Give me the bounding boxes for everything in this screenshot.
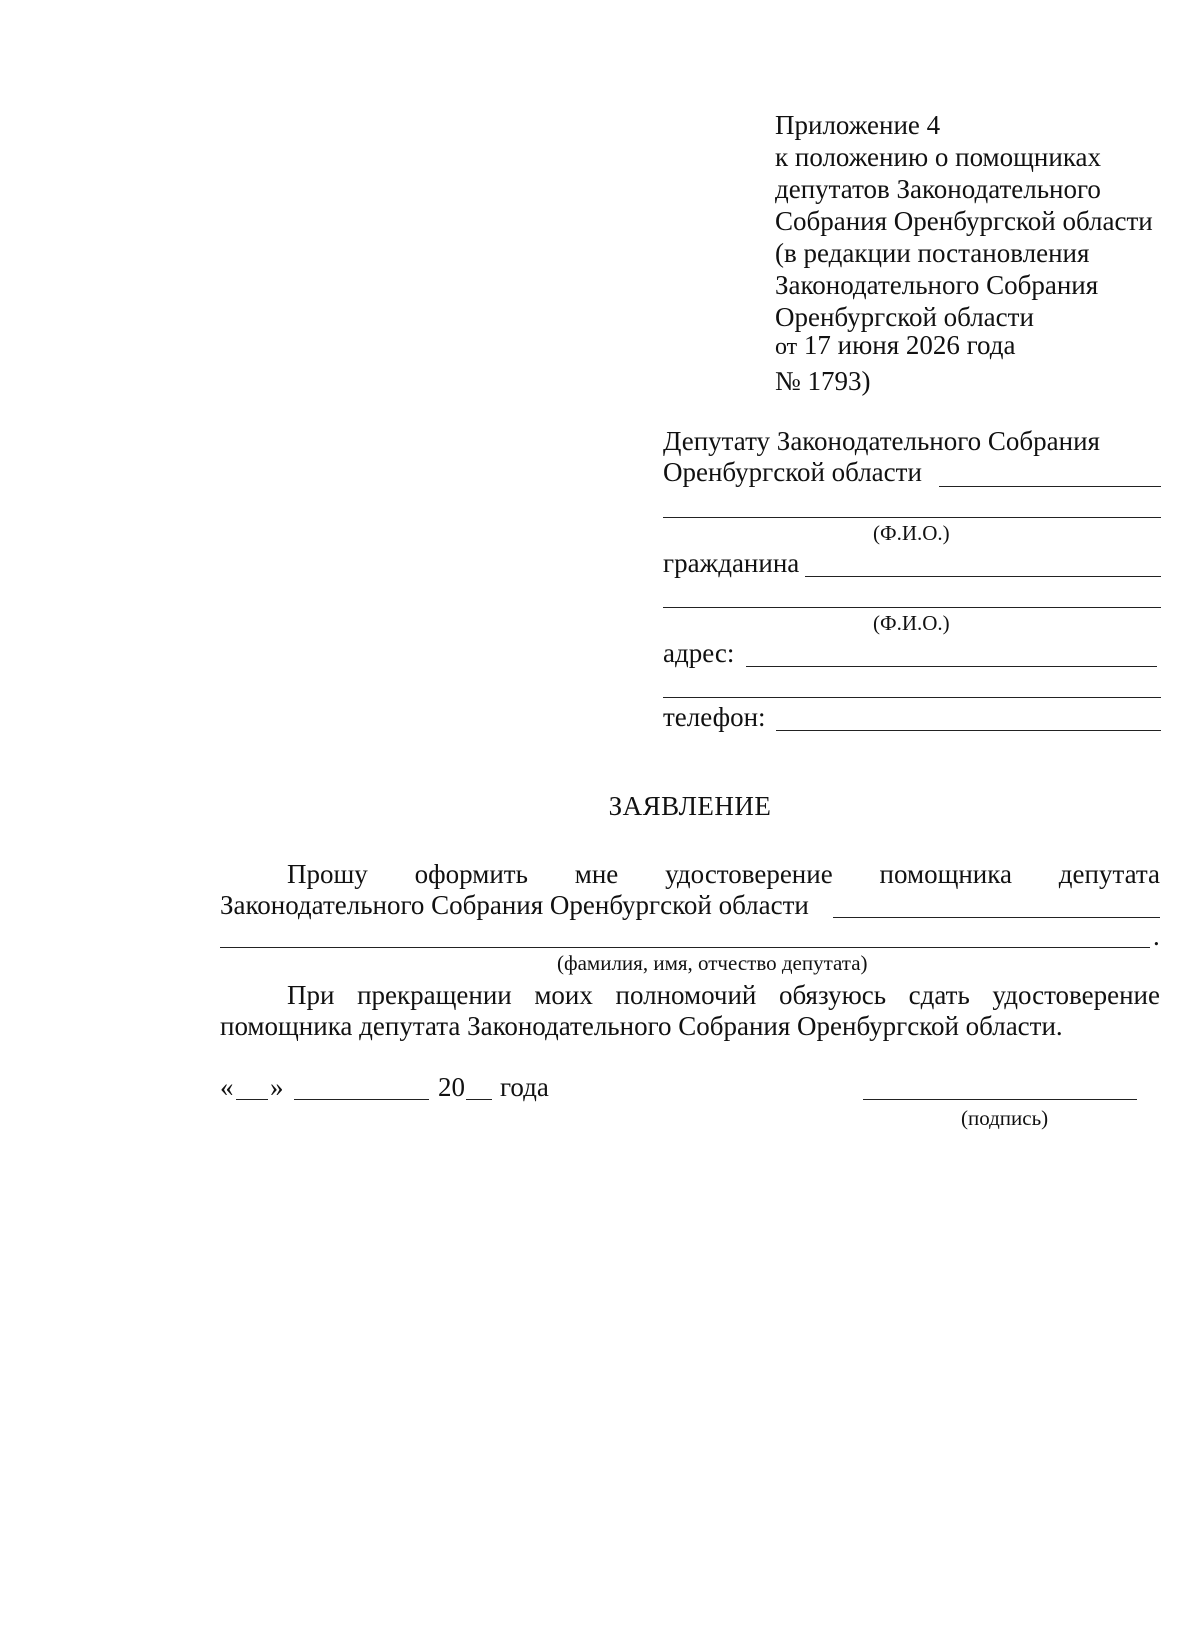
address-field-2[interactable] <box>663 697 1161 698</box>
number-value: 1793) <box>807 366 871 396</box>
address-field[interactable] <box>746 666 1157 667</box>
appendix-line: Оренбургской области <box>775 302 1034 332</box>
signature-field[interactable] <box>863 1099 1137 1100</box>
paragraph-2-line-2: помощника депутата Законодательного Собрания Оренбургской области. <box>220 1011 1063 1041</box>
date-value: 17 июня 2026 года <box>803 330 1016 360</box>
paragraph-1-line-1: Прошу оформить мне удостоверение помощника депутата <box>287 859 1160 889</box>
paragraph-1-end: . <box>1153 921 1160 951</box>
phone-field[interactable] <box>776 730 1161 731</box>
appendix-date-line <box>775 329 1175 363</box>
citizen-name-field[interactable] <box>805 576 1161 577</box>
deputy-name-field-2[interactable] <box>663 517 1161 518</box>
appendix-line: Законодательного Собрания <box>775 270 1099 300</box>
date-month-field[interactable] <box>294 1099 429 1100</box>
fio-caption-1: (Ф.И.О.) <box>873 521 950 545</box>
date-day-field[interactable] <box>236 1099 268 1100</box>
date-open-quote: « <box>220 1072 234 1102</box>
addressee-line-2: Оренбургской области <box>663 457 922 487</box>
fio-caption-2: (Ф.И.О.) <box>873 611 950 635</box>
appendix-line: Собрания Оренбургской области <box>775 206 1153 236</box>
date-close-quote: » <box>270 1072 284 1102</box>
citizen-label: гражданина <box>663 548 800 578</box>
appendix-number-line <box>775 365 1175 397</box>
address-label: адрес: <box>663 638 735 668</box>
citizen-name-field-2[interactable] <box>663 607 1161 608</box>
appendix-title: Приложение 4 <box>775 110 941 140</box>
signature-caption: (подпись) <box>961 1106 1049 1130</box>
phone-label: телефон: <box>663 702 766 732</box>
date-year-prefix: 20 <box>438 1072 465 1102</box>
date-prefix: от <box>775 334 798 360</box>
appendix-line: (в редакции постановления <box>775 238 1090 268</box>
deputy-name-field[interactable] <box>939 486 1161 487</box>
number-prefix: № <box>775 366 801 396</box>
deputy-fullname-field-2[interactable] <box>220 947 1150 948</box>
deputy-caption: (фамилия, имя, отчество депутата) <box>557 951 868 975</box>
addressee-line-1: Депутату Законодательного Собрания <box>663 426 1100 456</box>
paragraph-2-line-1: При прекращении моих полномочий обязуюсь сдать удостоверение <box>287 980 1160 1010</box>
appendix-line: депутатов Законодательного <box>775 174 1101 204</box>
appendix-line: к положению о помощниках <box>775 142 1102 172</box>
deputy-fullname-field[interactable] <box>833 917 1160 918</box>
date-year-suffix: года <box>500 1072 549 1102</box>
statement-title: ЗАЯВЛЕНИЕ <box>608 791 772 821</box>
date-year-field[interactable] <box>466 1099 492 1100</box>
appendix-header <box>775 109 1175 397</box>
paragraph-1-line-2: Законодательного Собрания Оренбургской области <box>220 890 809 920</box>
